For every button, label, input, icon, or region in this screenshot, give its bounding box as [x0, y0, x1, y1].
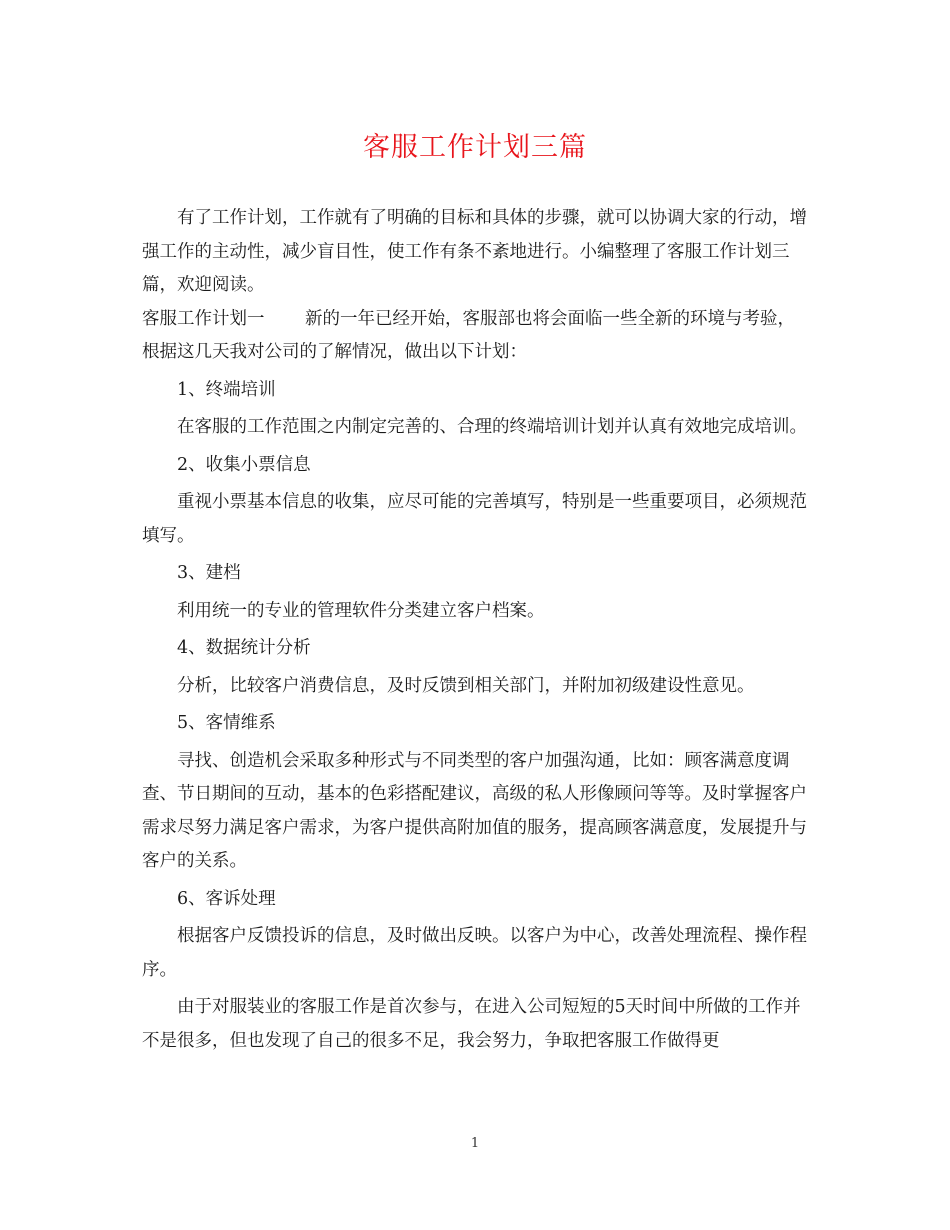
section-heading: 5、客情维系	[177, 713, 276, 733]
page-title: 客服工作计划三篇	[363, 132, 587, 163]
document-body	[142, 202, 810, 1058]
page-number: 1	[470, 1136, 480, 1151]
section-text: 重视小票基本信息的收集，应尽可能的完善填写，特别是一些重要项目，必须规范填写。	[142, 492, 807, 546]
section-heading: 2、收集小票信息	[177, 454, 311, 475]
section-text: 在客服的工作范围之内制定完善的、合理的终端培训计划并认真有效地完成培训。	[177, 417, 807, 437]
section-text: 寻找、创造机会采取多种形式与不同类型的客户加强沟通，比如：顾客满意度调查、节日期间的互动，基本的色彩搭配建议，高级的私人形像顾问等等。及时掌握客户需求尽努力满足客户需求，为客户提供高附加值的服务，提高顾客满意度，发展提升与客户的关系。	[142, 750, 807, 871]
plan-intro-text: 新的一年已经开始，客服部也将会面临一些全新的环境与考验，根据这几天我对公司的了解情况，做出以下计划：	[142, 308, 795, 362]
section-heading: 3、建档	[177, 563, 241, 583]
section-heading: 6、客诉处理	[177, 888, 276, 909]
section-text: 根据客户反馈投诉的信息，及时做出反映。以客户为中心，改善处理流程、操作程序。	[142, 926, 807, 980]
section-text: 利用统一的专业的管理软件分类建立客户档案。	[177, 600, 545, 621]
section-heading: 4、数据统计分析	[177, 638, 311, 658]
intro-paragraph: 有了工作计划，工作就有了明确的目标和具体的步骤，就可以协调大家的行动，增强工作的主动性，减少盲目性，使工作有条不紊地进行。小编整理了客服工作计划三篇，欢迎阅读。	[142, 208, 807, 295]
section-text: 分析，比较客户消费信息，及时反馈到相关部门，并附加初级建设性意见。	[177, 675, 755, 696]
closing-paragraph: 由于对服装业的客服工作是首次参与，在进入公司短短的5天时间中所做的工作并不是很多，但也发现了自己的很多不足，我会努力，争取把客服工作做得更	[142, 997, 801, 1051]
plan-label: 客服工作计划一	[142, 308, 265, 329]
plan-intro-paragraph	[142, 303, 810, 370]
section-heading: 1、终端培训	[177, 379, 276, 400]
